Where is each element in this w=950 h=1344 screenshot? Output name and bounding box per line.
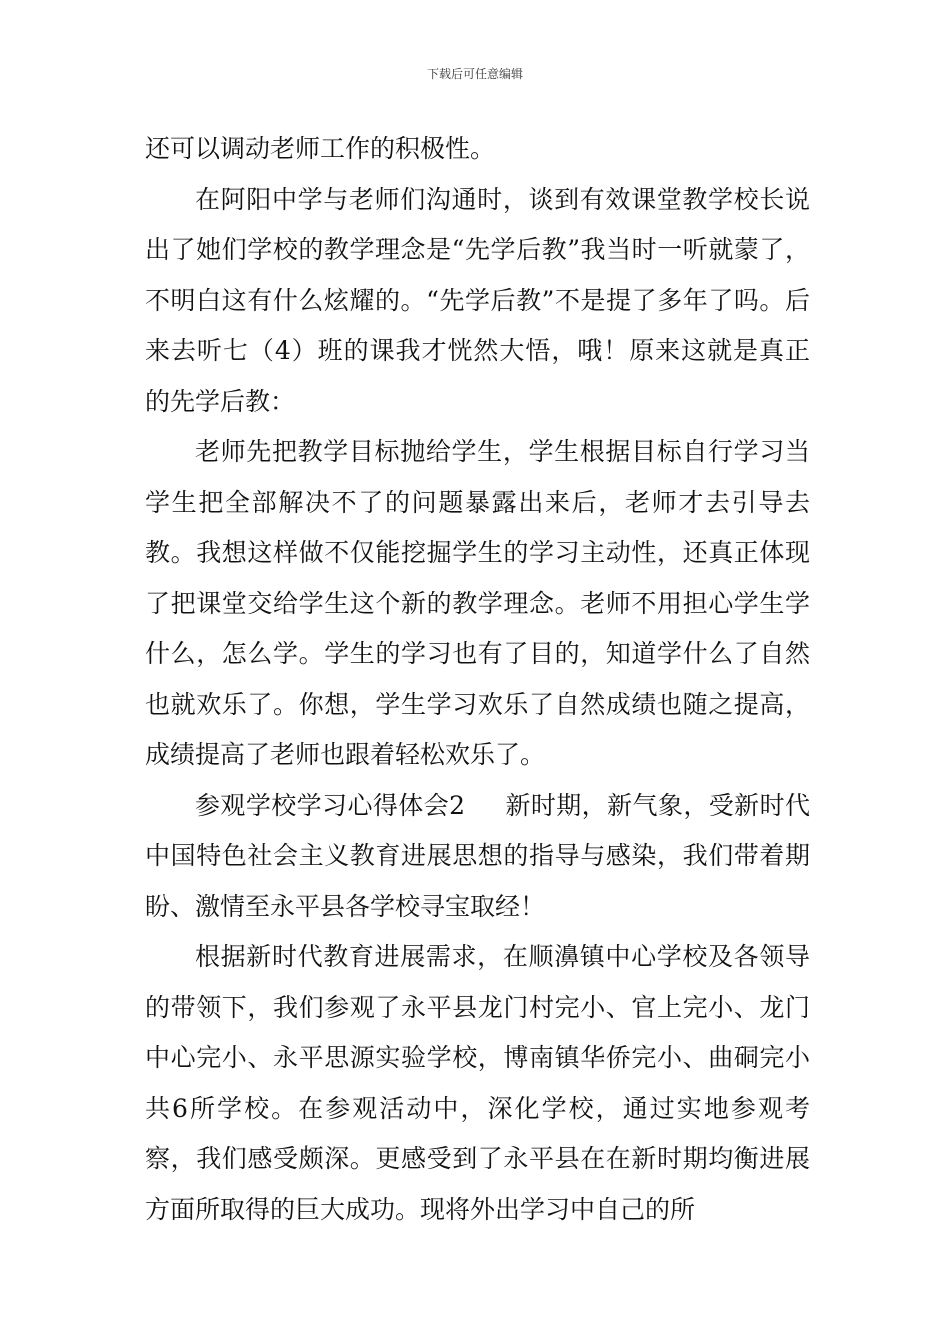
paragraph-2: 在阿阳中学与老师们沟通时，谈到有效课堂教学校长说出了她们学校的教学理念是“先学后教”我当时一听就蒙了，不明白这有什么炫耀的。“先学后教”不是提了多年了吗。后来去听七（4）班的课我才恍然大悟，哦！原来这就是真正的先学后教： [145,184,810,416]
section-title: 参观学校学习心得体会2 [195,790,466,820]
page-header: 下载后可任意编辑 [426,67,523,81]
section-text: 新时期，新气象，受新时代中国特色社会主义教育进展思想的指导与感染，我们带着期盼、激情至永平县各学校寻宝取经！ [145,790,810,921]
paragraph-1: 还可以调动老师工作的积极性。 [145,134,496,163]
section-paragraph [145,781,810,933]
document-body [145,124,810,1235]
paragraph-3: 老师先把教学目标抛给学生，学生根据目标自行学习当学生把全部解决不了的问题暴露出来后，老师才去引导去教。我想这样做不仅能挖掘学生的学习主动性，还真正体现了把课堂交给学生这个新的教学理念。老师不用担心学生学什么，怎么学。学生的学习也有了目的，知道学什么了自然也就欢乐了。你想，学生学习欢乐了自然成绩也随之提高，成绩提高了老师也跟着轻松欢乐了。 [145,437,810,769]
paragraph-4: 根据新时代教育进展需求，在顺濞镇中心学校及各领导的带领下，我们参观了永平县龙门村完小、官上完小、龙门中心完小、永平思源实验学校，博南镇华侨完小、曲硐完小共6所学校。在参观活动中，深化学校，通过实地参观考察，我们感受颇深。更感受到了永平县在在新时期均衡进展方面所取得的巨大成功。现将外出学习中自己的所 [145,942,810,1224]
